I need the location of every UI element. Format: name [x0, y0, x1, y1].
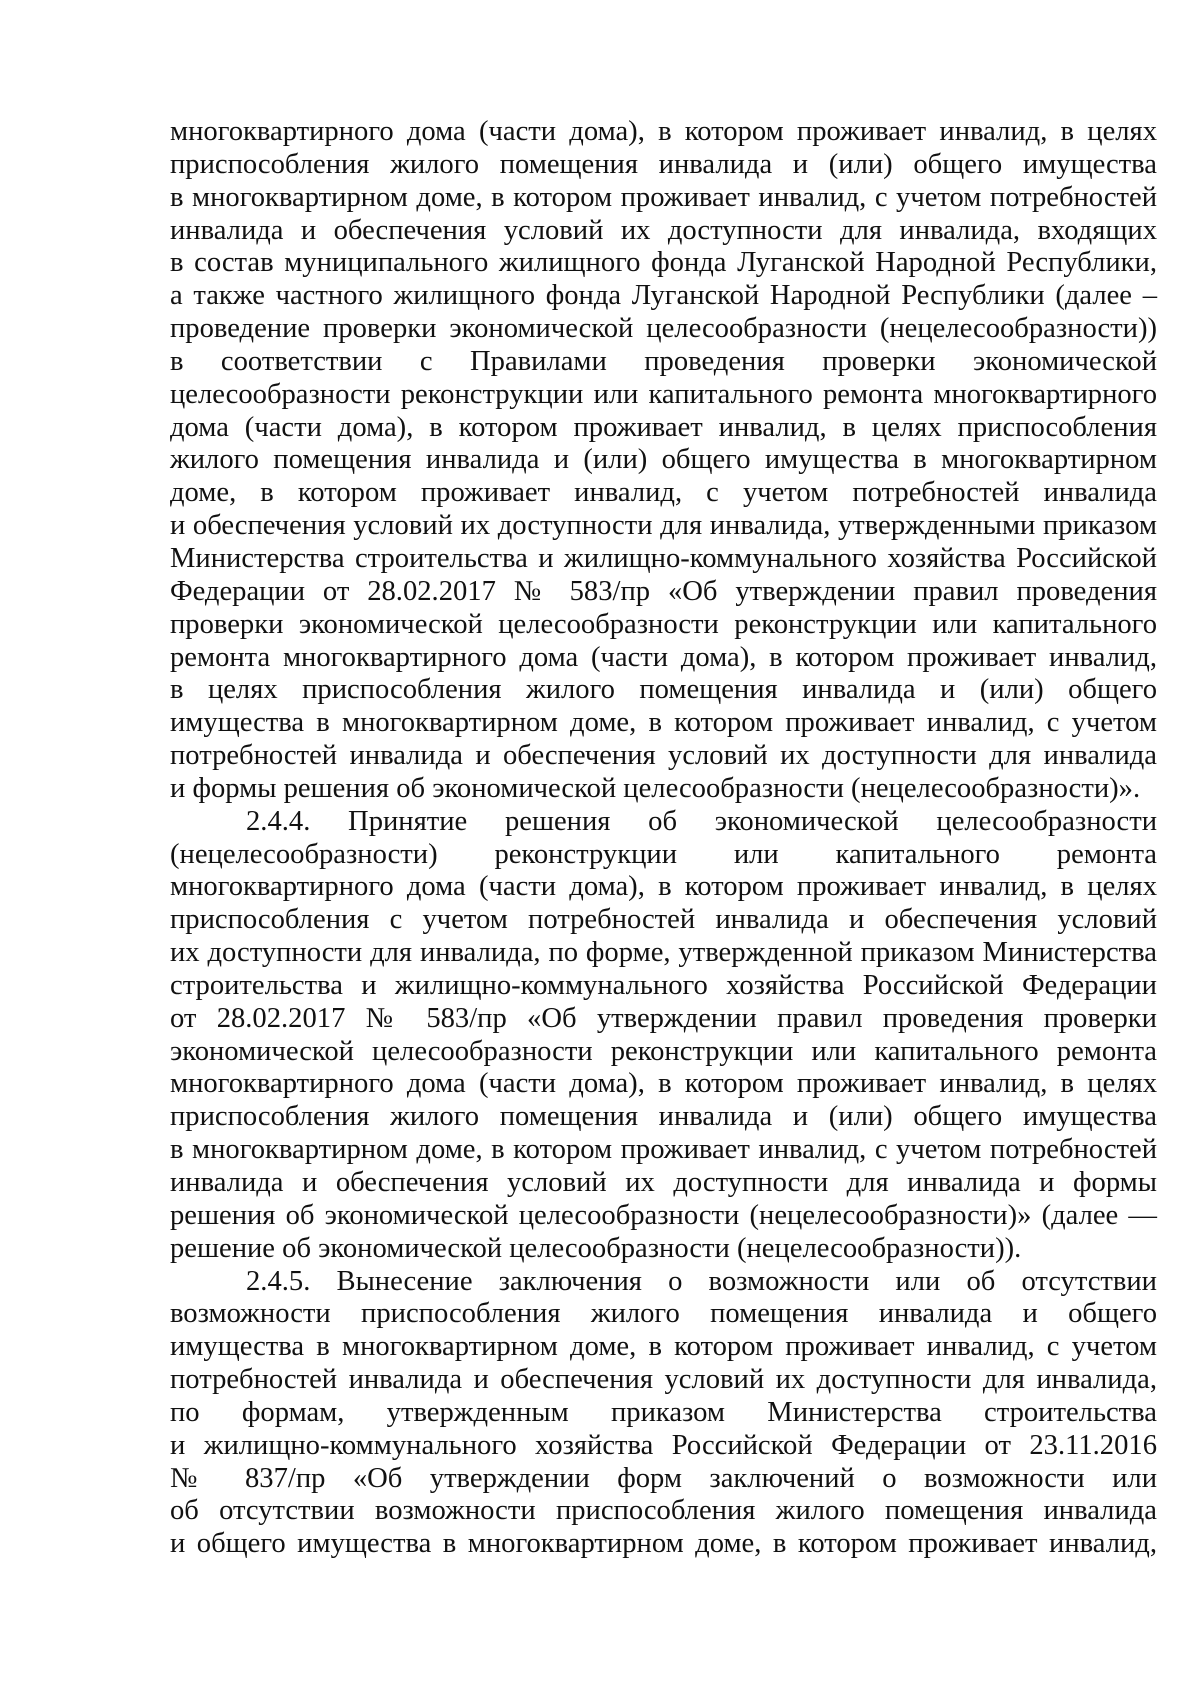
- text-line: их доступности для инвалида, по форме, утвержденной приказом Министерства: [170, 937, 1157, 969]
- text-line: № 837/пр «Об утверждении форм заключений о возможности или: [170, 1462, 1157, 1494]
- text-line: от 28.02.2017 № 583/пр «Об утверждении правил проведения проверки: [170, 1002, 1157, 1034]
- text-line: потребностей инвалида и обеспечения условий их доступности для инвалида: [170, 740, 1157, 772]
- text-line: экономической целесообразности реконструкции или капитального ремонта: [170, 1035, 1157, 1067]
- text-line: приспособления с учетом потребностей инвалида и обеспечения условий: [170, 904, 1157, 936]
- text-line: проведение проверки экономической целесообразности (нецелесообразности)): [170, 313, 1157, 345]
- text-line: об отсутствии возможности приспособления жилого помещения инвалида: [170, 1495, 1157, 1527]
- text-line: в многоквартирном доме, в котором проживает инвалид, с учетом потребностей: [170, 1134, 1157, 1166]
- text-line: Федерации от 28.02.2017 № 583/пр «Об утверждении правил проведения: [170, 575, 1157, 607]
- text-line: по формам, утвержденным приказом Министерства строительства: [170, 1396, 1157, 1428]
- text-line: и общего имущества в многоквартирном доме, в котором проживает инвалид,: [170, 1528, 1157, 1560]
- text-line: 2.4.5. Вынесение заключения о возможности или об отсутствии: [246, 1265, 1157, 1297]
- text-line: возможности приспособления жилого помещения инвалида и общего: [170, 1298, 1157, 1330]
- text-line: доме, в котором проживает инвалид, с учетом потребностей инвалида: [170, 477, 1157, 509]
- text-line: 2.4.4. Принятие решения об экономической целесообразности: [246, 805, 1157, 837]
- document-body-text: [170, 116, 1157, 1561]
- text-line: жилого помещения инвалида и (или) общего имущества в многоквартирном: [170, 444, 1157, 476]
- text-line: в целях приспособления жилого помещения инвалида и (или) общего: [170, 674, 1157, 706]
- text-line: инвалида и обеспечения условий их доступности для инвалида и формы: [170, 1167, 1157, 1198]
- text-line: строительства и жилищно-коммунального хозяйства Российской Федерации: [170, 969, 1157, 1001]
- text-line: решение об экономической целесообразности (нецелесообразности)).: [170, 1232, 1022, 1264]
- text-line: приспособления жилого помещения инвалида и (или) общего имущества: [170, 148, 1157, 180]
- text-line: многоквартирного дома (части дома), в котором проживает инвалид, в целях: [170, 116, 1157, 147]
- text-line: в многоквартирном доме, в котором проживает инвалид, с учетом потребностей: [170, 181, 1157, 213]
- text-line: многоквартирного дома (части дома), в котором проживает инвалид, в целях: [170, 871, 1157, 903]
- text-line: имущества в многоквартирном доме, в котором проживает инвалид, с учетом: [170, 707, 1157, 739]
- text-line: дома (части дома), в котором проживает инвалид, в целях приспособления: [170, 411, 1157, 443]
- text-line: имущества в многоквартирном доме, в котором проживает инвалид, с учетом: [170, 1331, 1157, 1363]
- text-line: и формы решения об экономической целесообразности (нецелесообразности)».: [170, 772, 1141, 804]
- text-line: проверки экономической целесообразности реконструкции или капитального: [170, 608, 1157, 640]
- text-line: и обеспечения условий их доступности для инвалида, утвержденными приказом: [170, 510, 1157, 542]
- text-line: в состав муниципального жилищного фонда Луганской Народной Республики,: [170, 247, 1157, 279]
- text-line: в соответствии с Правилами проведения проверки экономической: [170, 345, 1157, 377]
- text-line: ремонта многоквартирного дома (части дома), в котором проживает инвалид,: [170, 641, 1157, 673]
- text-line: целесообразности реконструкции или капитального ремонта многоквартирного: [170, 378, 1157, 410]
- text-line: Министерства строительства и жилищно-коммунального хозяйства Российской: [170, 542, 1157, 574]
- text-line: (нецелесообразности) реконструкции или капитального ремонта: [170, 838, 1157, 870]
- text-line: многоквартирного дома (части дома), в котором проживает инвалид, в целях: [170, 1068, 1157, 1100]
- text-line: приспособления жилого помещения инвалида и (или) общего имущества: [170, 1101, 1157, 1133]
- text-line: решения об экономической целесообразности (нецелесообразности)» (далее —: [170, 1199, 1157, 1231]
- text-line: а также частного жилищного фонда Луганской Народной Республики (далее –: [170, 280, 1157, 312]
- text-line: потребностей инвалида и обеспечения условий их доступности для инвалида,: [170, 1364, 1157, 1396]
- text-line: и жилищно-коммунального хозяйства Российской Федерации от 23.11.2016: [170, 1429, 1157, 1461]
- text-line: инвалида и обеспечения условий их доступности для инвалида, входящих: [170, 214, 1157, 246]
